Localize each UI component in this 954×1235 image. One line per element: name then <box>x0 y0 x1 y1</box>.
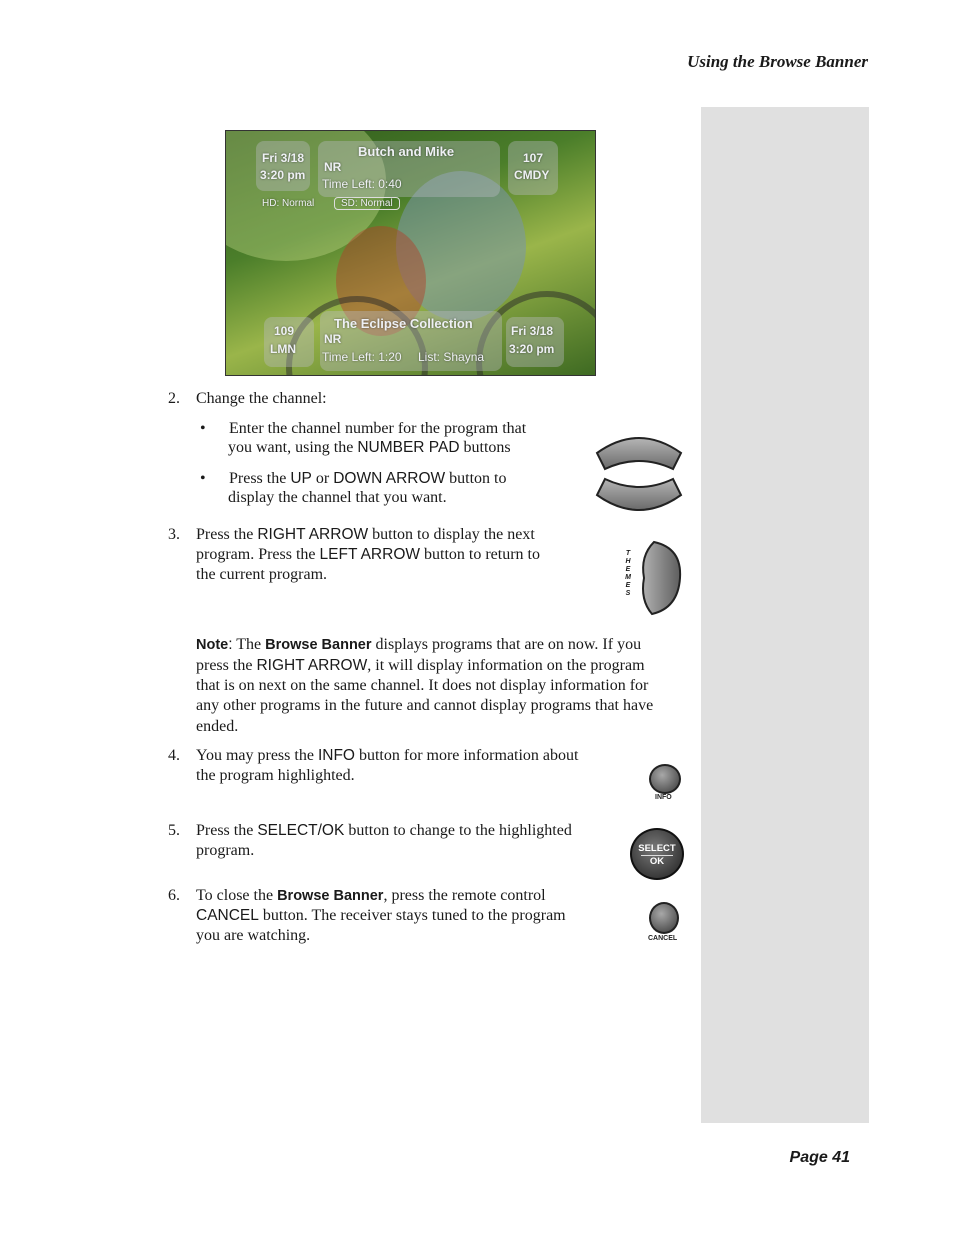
sd-status: SD: Normal <box>334 197 400 210</box>
down-arrow-key: DOWN ARROW <box>333 470 446 487</box>
top-program-time-left: Time Left: 0:40 <box>322 177 402 191</box>
info-button-label: INFO <box>655 794 672 801</box>
top-program-rating: NR <box>324 160 342 174</box>
left-time: 3:20 pm <box>260 168 306 182</box>
step-3-number: 3. <box>168 526 180 543</box>
top-program-title: Butch and Mike <box>358 144 455 159</box>
step-3-line-2: program. Press the LEFT ARROW button to return to <box>196 546 540 563</box>
bullet-2: • <box>200 470 206 487</box>
note-line-4: any other programs in the future and cannot display programs that have <box>196 697 654 714</box>
cancel-key: CANCEL <box>196 907 259 924</box>
bottom-program-title: The Eclipse Collection <box>334 316 473 331</box>
step-4-number: 4. <box>168 747 180 764</box>
top-channel-number: 107 <box>523 151 544 165</box>
bullet-1: • <box>200 420 206 437</box>
step-5-line-1: Press the SELECT/OK button to change to the highlighted <box>196 822 572 839</box>
note-line-3: that is on next on the same channel. It does not display information for <box>196 677 649 694</box>
right-arrow-key: RIGHT ARROW <box>256 657 368 674</box>
browse-banner-term: Browse Banner <box>277 888 384 904</box>
step-3-line-3: the current program. <box>196 566 328 583</box>
hd-status: HD: Normal <box>262 198 315 209</box>
step-3-line-1: Press the RIGHT ARROW button to display the next <box>196 526 535 543</box>
step-5-line-2: program. <box>196 842 255 859</box>
info-key: INFO <box>317 747 355 764</box>
up-down-arrow-buttons-icon <box>593 431 685 517</box>
bottom-program-time-left: Time Left: 1:20 <box>322 350 402 364</box>
bottom-channel-number: 109 <box>274 324 295 338</box>
right-arrow-button-icon <box>634 538 684 616</box>
browse-banner-screenshot <box>225 130 596 376</box>
cancel-button-icon <box>649 902 679 934</box>
select-ok-key: SELECT/OK <box>257 822 345 839</box>
info-button-icon <box>649 764 681 794</box>
step-6-line-3: you are watching. <box>196 927 311 944</box>
sidebar-margin <box>701 107 869 1123</box>
step-6-line-1: To close the Browse Banner, press the remote control <box>196 887 546 904</box>
browse-banner-term: Browse Banner <box>265 637 372 653</box>
left-time-panel <box>256 141 310 191</box>
note-line-1: Note: The Browse Banner displays programs that are on now. If you <box>196 636 642 653</box>
up-key: UP <box>290 470 312 487</box>
select-ok-button-icon <box>630 828 684 880</box>
step-2-text: Change the channel: <box>196 390 327 407</box>
select-label: SELECT <box>638 843 676 854</box>
bottom-program-list: List: Shayna <box>418 350 485 364</box>
themes-label: T H E M E S <box>625 550 631 597</box>
left-arrow-key: LEFT ARROW <box>319 546 421 563</box>
step-6-line-2: CANCEL button. The receiver stays tuned to the program <box>196 907 566 924</box>
step-2-number: 2. <box>168 390 180 407</box>
bullet-1-line-2: you want, using the NUMBER PAD buttons <box>228 439 511 456</box>
cancel-button-label: CANCEL <box>648 935 678 942</box>
bullet-2-line-1: Press the UP or DOWN ARROW button to <box>229 470 507 487</box>
running-header: Using the Browse Banner <box>687 52 868 71</box>
step-4-line-1: You may press the INFO button for more information about <box>196 747 579 764</box>
bottom-program-rating: NR <box>324 332 342 346</box>
step-5-number: 5. <box>168 822 180 839</box>
right-arrow-key: RIGHT ARROW <box>257 526 369 543</box>
right-time: 3:20 pm <box>509 342 555 356</box>
note-line-2: press the RIGHT ARROW, it will display information on the program <box>196 657 645 674</box>
ok-label: OK <box>649 856 665 867</box>
top-channel-name: CMDY <box>514 168 550 182</box>
step-4-line-2: the program highlighted. <box>196 767 355 784</box>
number-pad-key: NUMBER PAD <box>357 439 460 456</box>
step-6-number: 6. <box>168 887 180 904</box>
right-date: Fri 3/18 <box>511 324 554 338</box>
bullet-2-line-2: display the channel that you want. <box>228 489 447 506</box>
page-number: Page 41 <box>789 1149 850 1166</box>
bottom-channel-name: LMN <box>270 342 296 356</box>
bullet-1-line-1: Enter the channel number for the program that <box>229 420 527 437</box>
note-label: Note <box>196 637 229 653</box>
note-line-5: ended. <box>196 718 239 735</box>
left-date: Fri 3/18 <box>262 151 305 165</box>
